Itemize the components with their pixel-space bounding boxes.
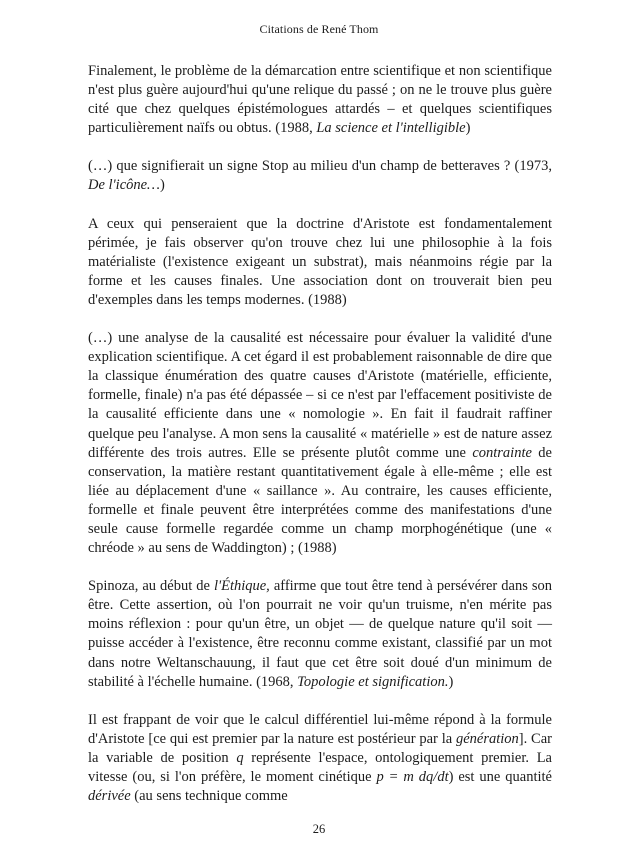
paragraph-text: (au sens technique comme: [130, 788, 288, 805]
paragraph-text: ) est une quantité: [448, 769, 552, 785]
paragraph-text: ): [159, 177, 165, 194]
emphasis-text: contrainte: [472, 444, 532, 461]
paragraph-text: A ceux qui penseraient que la doctrine d'Aristote est fondamentalement périmée, je fais observer qu'on trouve chez lui une philosophie à la fois matérialiste (l'existence exigeant un substrat), mais néanmoins régie par la forme et les causes finales. Une association dont on trouverait bien peu d'exemples dans les temps modernes. (1988): [88, 215, 552, 308]
paragraph-text: ): [465, 120, 471, 137]
paragraph-text: Il est frappant de voir que le calcul différentiel lui-même répond à la formule d'Aristote [ce qui est premier par la nature est postérieur par la: [88, 711, 552, 747]
paragraph-text: affirme que tout être tend à persévérer dans son être. Cette assertion, où l'on pourrait ne voir qu'un truisme, n'en mérite pas moins réflexion : pour qu'un être, un objet — de quelque nature qu'il soit — puisse accéder à l'existence, être reconnu comme existant, classifié par un mot dans notre Weltanschauung, il faut que cet être soit doué d'un minimum de stabilité à l'échelle humaine. (1968,: [88, 578, 552, 690]
page-number: 26: [312, 822, 326, 836]
paragraph-text: ]. Car la variable de position: [88, 730, 552, 766]
quote-paragraph-4: [88, 329, 552, 558]
running-header: Citations de René Thom: [259, 22, 379, 36]
source-title: Topologie et signification.: [297, 673, 449, 690]
emphasis-text: génération: [455, 730, 519, 747]
source-title: De l'icône…: [88, 177, 160, 194]
paragraph-text: ): [448, 673, 454, 690]
paragraph-text: représente l'espace, ontologiquement premier. La vitesse (ou, si l'on préfère, le moment cinétique: [88, 749, 552, 785]
paragraph-text: Spinoza, au début de: [88, 578, 214, 595]
math-formula: p = m dq/dt: [376, 769, 449, 785]
source-title: l'Éthique,: [213, 578, 270, 595]
paragraph-text: Finalement, le problème de la démarcation entre scientifique et non scientifique n'est plus guère aujourd'hui qu'une relique du passé ; on ne le trouve plus guère cité que chez quelques épistémologues attardés – et quelques scientifiques particulièrement naïfs ou obtus. (1988,: [88, 63, 552, 137]
emphasis-text: dérivée: [88, 788, 131, 805]
math-variable: q: [236, 749, 244, 766]
source-title: La science et l'intelligible: [316, 120, 466, 137]
paragraph-text: de conservation, la matière restant quantitativement égale à elle-même ; elle est liée au déplacement d'une « saillance ». Au contraire, les causes efficiente, formelle et finale peuvent être interprétées comme des manifestations d'une seule cause formelle regardée comme un champ morphogénétique (une « chréode » au sens de Waddington) ; (1988): [88, 444, 552, 557]
paragraph-text: (…) une analyse de la causalité est nécessaire pour évaluer la validité d'une explication scientifique. A cet égard il est probablement raisonnable de dire que la classique énumération des quatre causes d'Aristote (matérielle, efficiente, formelle, finale) n'a pas été dépassée – si ce n'est par l'effacement positiviste de la causalité efficiente dans une « nomologie ». En fait il faudrait raffiner quelque peu l'analyse. A mon sens la causalité « matérielle » est de nature assez différente des trois autres. Elle se présente plutôt comme une: [88, 330, 552, 461]
page-body: [88, 62, 552, 825]
paragraph-text: (…) que signifierait un signe Stop au milieu d'un champ de betteraves ? (1973,: [88, 158, 552, 175]
quote-paragraph-5: [88, 577, 552, 692]
quote-paragraph-3: [88, 215, 552, 310]
quote-paragraph-2: [88, 157, 552, 195]
quote-paragraph-1: [88, 62, 552, 138]
quote-paragraph-6: [88, 711, 552, 806]
